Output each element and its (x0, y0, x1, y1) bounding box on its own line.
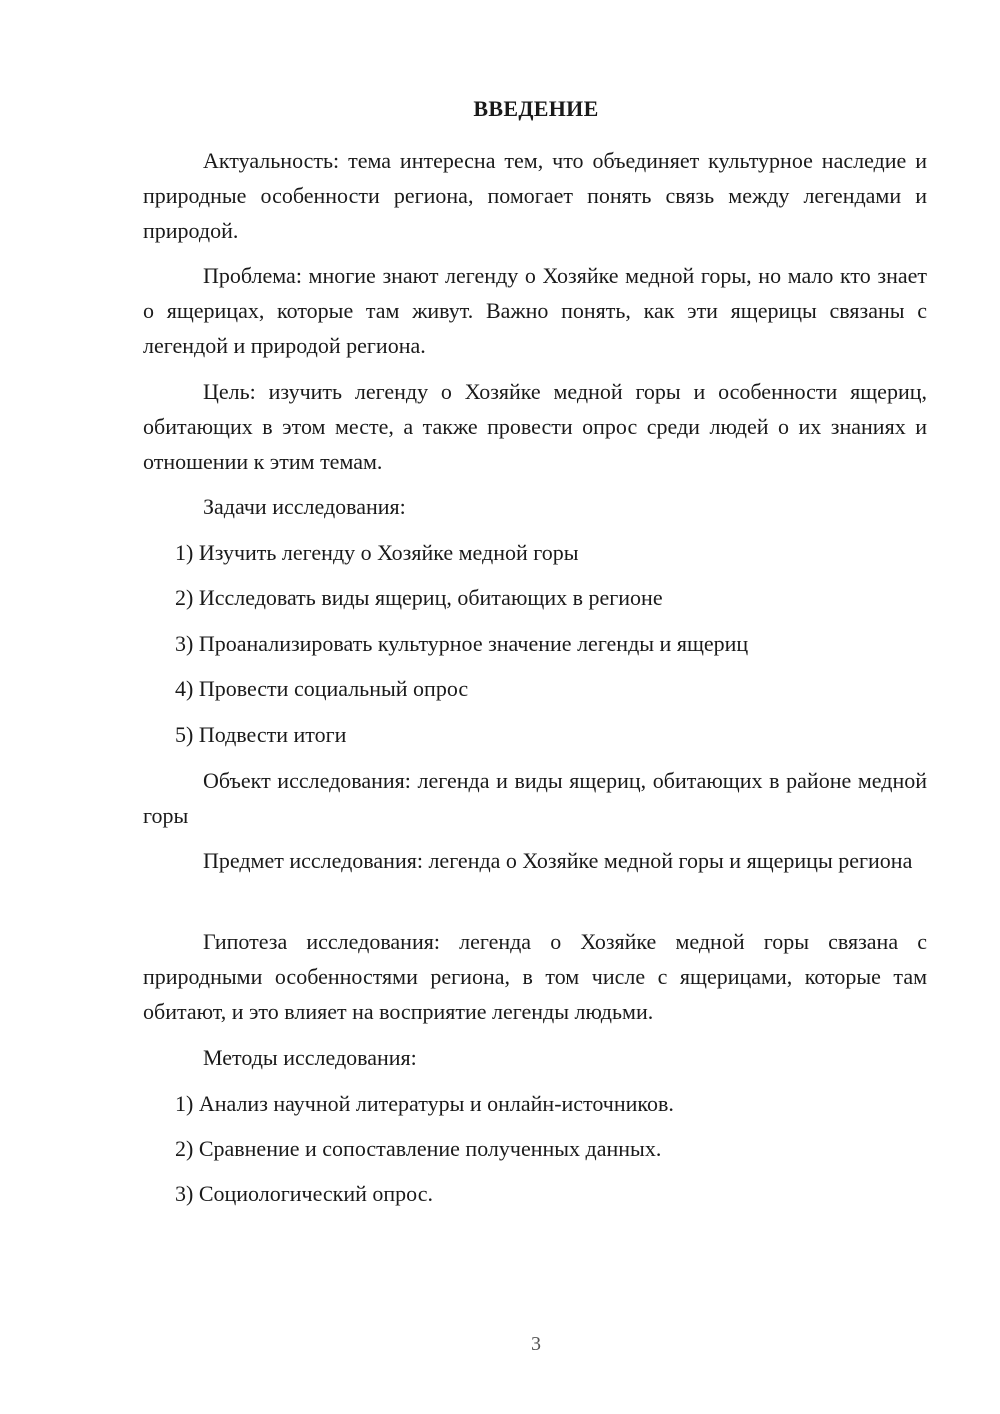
subject-paragraph: Предмет исследования: легенда о Хозяйке медной горы и ящерицы региона (203, 848, 913, 873)
method-item: 2) Сравнение и сопоставление полученных данных. (175, 1136, 662, 1161)
task-item: 1) Изучить легенду о Хозяйке медной горы (175, 540, 579, 565)
method-item: 1) Анализ научной литературы и онлайн-источников. (175, 1091, 674, 1116)
goal-paragraph: Цель: изучить легенду о Хозяйке медной горы и особенности ящериц, обитающих в этом месте, а также провести опрос среди людей о их знаниях и отношении к этим темам. (143, 379, 927, 474)
methods-heading: Методы исследования: (203, 1045, 417, 1070)
problem-paragraph: Проблема: многие знают легенду о Хозяйке медной горы, но мало кто знает о ящерицах, которые там живут. Важно понять, как эти ящерицы связаны с легендой и природой региона. (143, 263, 927, 358)
object-paragraph: Объект исследования: легенда и виды ящериц, обитающих в районе медной горы (143, 768, 927, 828)
task-item: 2) Исследовать виды ящериц, обитающих в регионе (175, 585, 663, 610)
task-item: 3) Проанализировать культурное значение легенды и ящериц (175, 631, 749, 656)
relevance-paragraph: Актуальность: тема интересна тем, что объединяет культурное наследие и природные особенности региона, помогает понять связь между легендами и природой. (143, 148, 927, 243)
task-item: 5) Подвести итоги (175, 722, 347, 747)
section-heading: ВВЕДЕНИЕ (473, 96, 599, 121)
tasks-heading: Задачи исследования: (203, 494, 406, 519)
hypothesis-paragraph: Гипотеза исследования: легенда о Хозяйке медной горы связана с природными особенностями региона, в том числе с ящерицами, которые там обитают, и это влияет на восприятие легенды людьми. (143, 929, 927, 1024)
page-number: 3 (531, 1333, 541, 1355)
method-item: 3) Социологический опрос. (175, 1181, 433, 1206)
task-item: 4) Провести социальный опрос (175, 676, 469, 701)
